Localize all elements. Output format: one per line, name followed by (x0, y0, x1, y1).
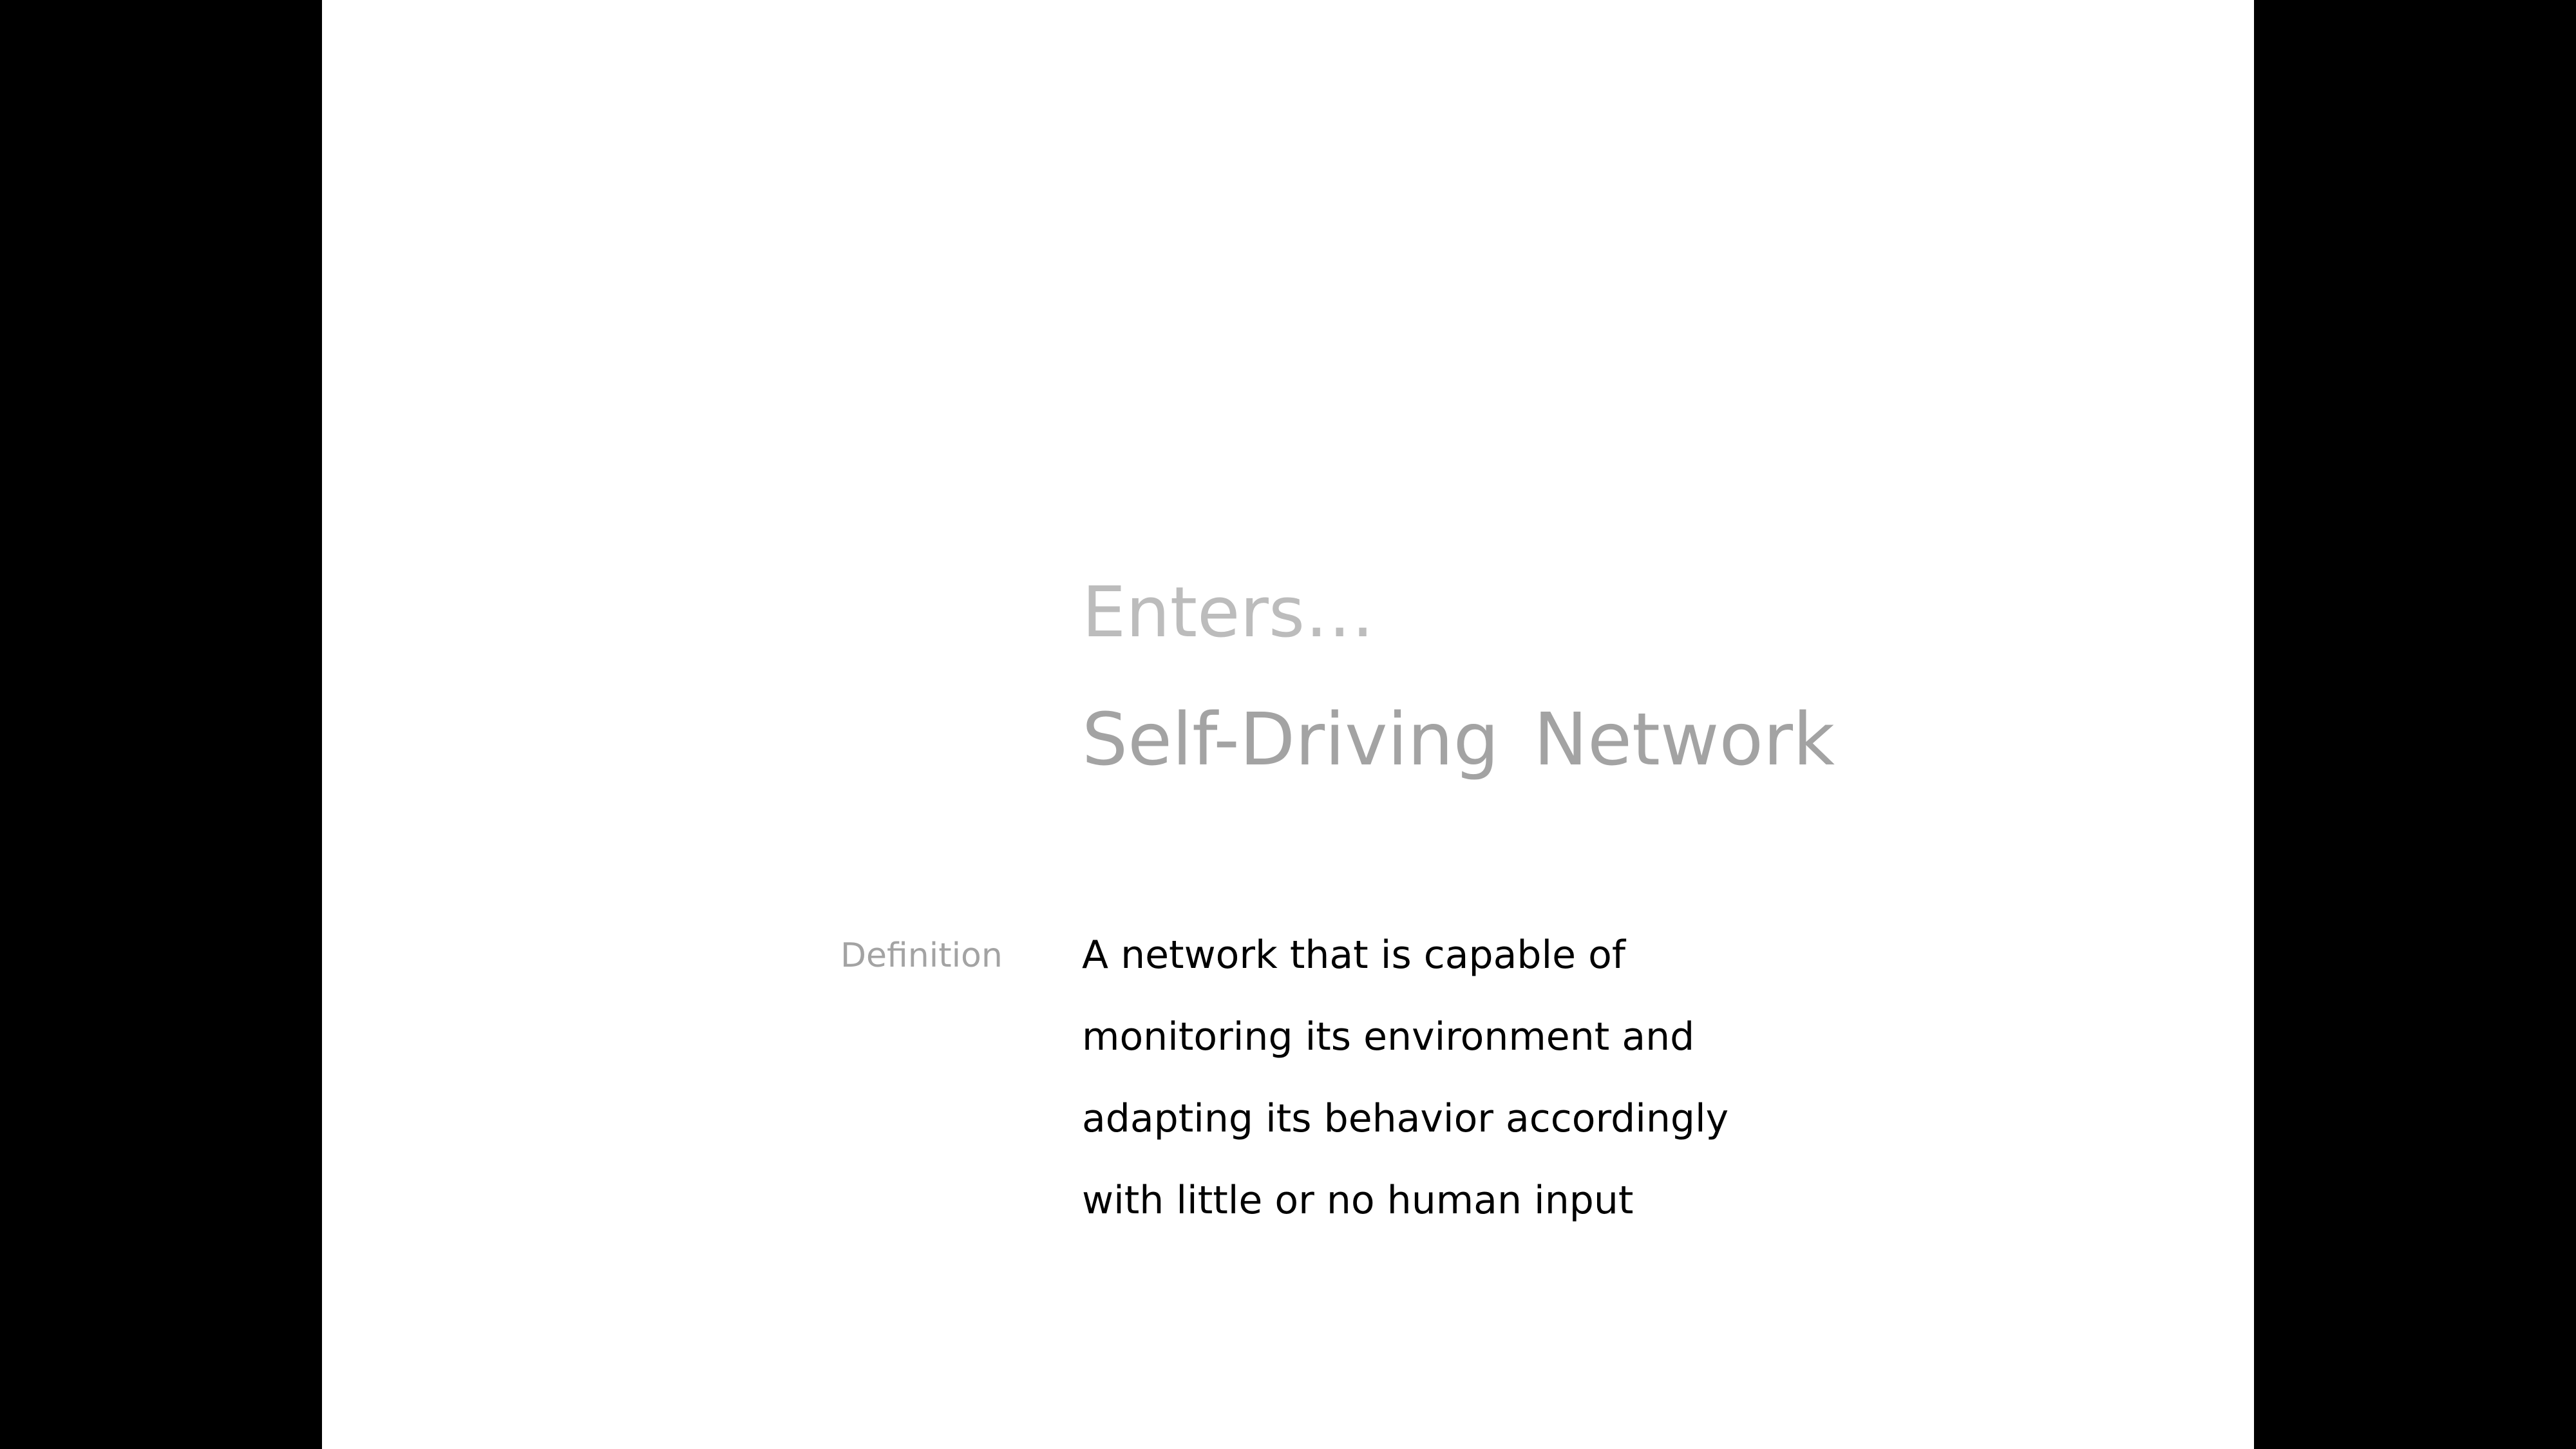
definition-text (1082, 926, 1919, 1253)
definition-line: A network that is capable of (1082, 933, 1625, 978)
definition-line: monitoring its environment and (1082, 1014, 1695, 1059)
definition-line: with little or no human input (1082, 1178, 1634, 1223)
slide-intro-heading: Enters… (1082, 573, 1375, 653)
slide-canvas (322, 0, 2254, 1449)
definition-label: Definition (840, 936, 1003, 975)
definition-line: adapting its behavior accordingly (1082, 1096, 1729, 1141)
slide-title: Self-Driving Network (1082, 698, 1835, 782)
